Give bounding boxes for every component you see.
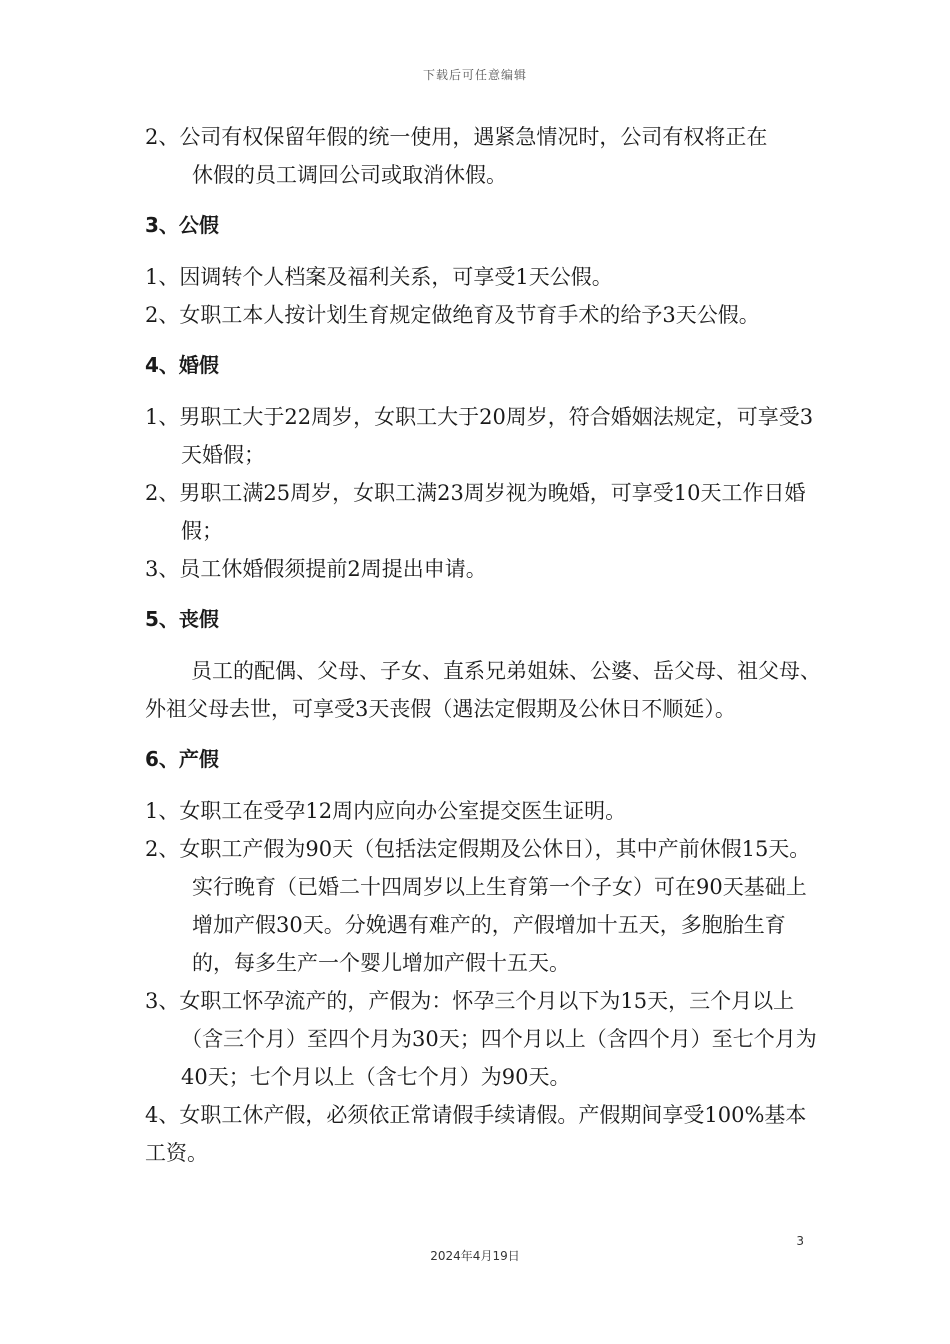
paragraph-marriage-leave-2: 2、男职工满25周岁，女职工满23周岁视为晚婚，可享受10天工作日婚假； [145, 481, 806, 543]
section-heading-funeral-leave: 5、丧假 [145, 607, 219, 631]
section-heading-maternity-leave: 6、产假 [145, 747, 219, 771]
paragraph-marriage-leave-1: 1、男职工大于22周岁，女职工大于20周岁，符合婚姻法规定，可享受3天婚假； [145, 405, 814, 467]
section-heading-marriage-leave: 4、婚假 [145, 353, 219, 377]
paragraph-maternity-leave-1: 1、女职工在受孕12周内应向办公室提交医生证明。 [145, 799, 627, 823]
paragraph-maternity-leave-4: 4、女职工休产假，必须依正常请假手续请假。产假期间享受100%基本工资。 [145, 1103, 807, 1165]
section-heading-public-leave: 3、公假 [145, 213, 219, 237]
page-footer-date: 2024年4月19日 [430, 1249, 520, 1263]
paragraph-funeral-leave: 员工的配偶、父母、子女、直系兄弟姐妹、公婆、岳父母、祖父母、外祖父母去世，可享受3天丧假（遇法定假期及公休日不顺延）。 [145, 659, 821, 721]
paragraph-public-leave-2: 2、女职工本人按计划生育规定做绝育及节育手术的给予3天公假。 [145, 303, 760, 327]
paragraph-maternity-leave-3: 3、女职工怀孕流产的，产假为：怀孕三个月以下为15天，三个月以上（含三个月）至四个月为30天；四个月以上（含四个月）至七个月为40天；七个月以上（含七个月）为90天。 [145, 989, 817, 1089]
document-body [145, 118, 825, 1172]
paragraph-public-leave-1: 1、因调转个人档案及福利关系，可享受1天公假。 [145, 265, 613, 289]
paragraph-maternity-leave-2: 2、女职工产假为90天（包括法定假期及公休日），其中产前休假15天。实行晚育（已婚二十四周岁以上生育第一个子女）可在90天基础上增加产假30天。分娩遇有难产的，产假增加十五天，多胞胎生育的，每多生产一个婴儿增加产假十五天。 [145, 837, 811, 975]
page-number: 3 [796, 1234, 804, 1248]
paragraph-marriage-leave-3: 3、员工休婚假须提前2周提出申请。 [145, 557, 487, 581]
page-header: 下载后可任意编辑 [422, 68, 527, 82]
paragraph-annual-leave-2: 2、公司有权保留年假的统一使用，遇紧急情况时，公司有权将正在 休假的员工调回公司或取消休假。 [145, 125, 768, 187]
